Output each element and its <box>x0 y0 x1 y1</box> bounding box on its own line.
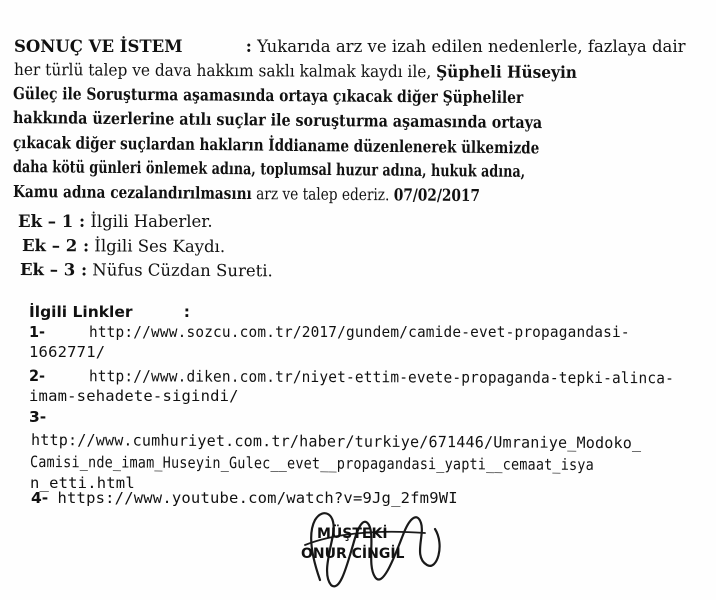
attachment-item <box>20 258 273 282</box>
link-item-3 <box>29 405 46 429</box>
attachment-text: İlgili Haberler. <box>90 212 213 231</box>
links-heading: İlgili Linkler <box>29 303 133 321</box>
signature-role: MÜŞTEKİ <box>317 526 388 542</box>
conclusion-line-2-text: her türlü talep ve dava hakkım saklı kalmak kaydı ile, <box>13 60 432 82</box>
attachment-label: Ek – 1 : <box>18 212 86 231</box>
conclusion-line-4-text: hakkında üzerlerine atılı suçlar ile soruşturma aşamasında ortaya <box>12 108 543 133</box>
conclusion-heading: SONUÇ VE İSTEM <box>14 37 183 56</box>
conclusion-line-5-text: çıkacak diğer suçlardan hakların İddianame düzenlenerek ülkemizde <box>12 133 540 158</box>
link-number: 2- <box>28 367 46 386</box>
signature-block <box>285 505 455 595</box>
link-url-continuation[interactable]: n_etti.html <box>30 474 135 492</box>
attachment-label: Ek – 2 : <box>21 236 90 256</box>
conclusion-line-4 <box>13 106 542 134</box>
conclusion-colon: : <box>245 37 252 56</box>
conclusion-line-6-text: daha kötü günleri önlemek adına, toplumsal huzur adına, hukuk adına, <box>12 157 526 181</box>
link-url-continuation[interactable]: imam-sehadete-sigindi/ <box>29 387 239 405</box>
link-item-1 <box>29 320 630 344</box>
attachment-item <box>22 234 225 258</box>
conclusion-line-7-bold: Kamu adına cezalandırılmasını <box>12 182 252 204</box>
conclusion-line-3 <box>13 82 523 109</box>
link-url-continuation[interactable]: Camisi_nde_imam_Huseyin_Gulec__evet__propagandasi_yapti__cemaat_isya <box>29 453 594 474</box>
conclusion-line-7-text: arz ve talep ederiz. <box>256 184 390 205</box>
link-url[interactable]: http://www.cumhuriyet.com.tr/haber/turkiye/671446/Umraniye_Modoko_ <box>30 431 642 453</box>
links-heading-colon: : <box>183 303 190 321</box>
link-url[interactable]: http://www.diken.com.tr/niyet-ettim-evete-propaganda-tepki-alinca- <box>88 367 675 388</box>
conclusion-line-3-text: Güleç ile Soruşturma aşamasında ortaya çıkacak diğer Şüpheliler <box>12 84 524 108</box>
petition-date: 07/02/2017 <box>393 185 481 206</box>
signature-name: ONUR CİNGİL <box>301 546 405 562</box>
link-url-continuation[interactable]: 1662771/ <box>29 343 106 361</box>
link-number: 1- <box>29 323 46 341</box>
attachment-item <box>18 210 213 233</box>
link-url[interactable]: http://www.sozcu.com.tr/2017/gundem/camide-evet-propagandasi- <box>88 323 630 341</box>
attachment-text: İlgili Ses Kaydı. <box>94 236 226 257</box>
conclusion-line-2 <box>14 58 577 84</box>
suspect-name: Şüpheli Hüseyin <box>436 62 578 82</box>
attachment-label: Ek – 3 : <box>19 260 88 280</box>
link-number: 3- <box>29 408 47 426</box>
attachment-text: Nüfus Cüzdan Sureti. <box>92 260 273 281</box>
conclusion-line-1-text: Yukarıda arz ve izah edilen nedenlerle, fazlaya dair <box>257 37 686 56</box>
conclusion-line-7 <box>13 180 480 207</box>
link-number: 4- <box>31 489 49 507</box>
link-url[interactable]: https://www.youtube.com/watch?v=9Jg_2fm9WI <box>57 489 458 507</box>
conclusion-line-1 <box>14 35 686 58</box>
conclusion-line-6 <box>13 155 525 183</box>
